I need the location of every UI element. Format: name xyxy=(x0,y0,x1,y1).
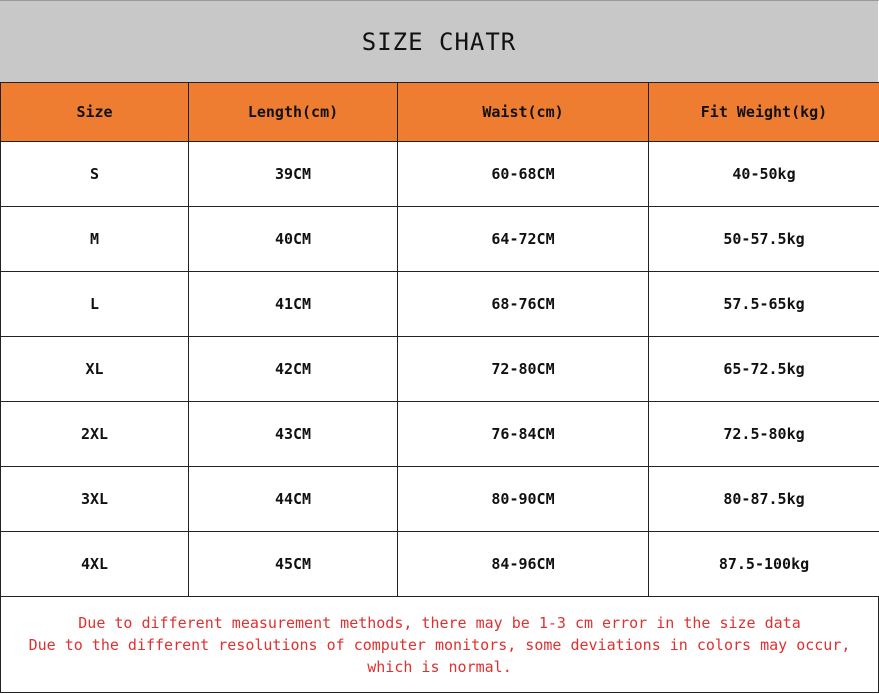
size-table xyxy=(0,82,879,597)
weight-cell: 50-57.5kg xyxy=(649,207,879,272)
waist-cell: 76-84CM xyxy=(398,402,649,467)
length-cell: 45CM xyxy=(189,532,398,597)
header-fit-weight: Fit Weight(kg) xyxy=(649,83,879,142)
header-length: Length(cm) xyxy=(189,83,398,142)
weight-cell: 40-50kg xyxy=(649,142,879,207)
table-row xyxy=(1,532,879,597)
size-cell: 2XL xyxy=(1,402,189,467)
table-row xyxy=(1,207,879,272)
disclaimer-line-3: which is normal. xyxy=(367,657,512,676)
length-cell: 44CM xyxy=(189,467,398,532)
size-cell: S xyxy=(1,142,189,207)
size-cell: XL xyxy=(1,337,189,402)
size-cell: L xyxy=(1,272,189,337)
weight-cell: 80-87.5kg xyxy=(649,467,879,532)
waist-cell: 64-72CM xyxy=(398,207,649,272)
waist-cell: 60-68CM xyxy=(398,142,649,207)
header-size: Size xyxy=(1,83,189,142)
header-waist: Waist(cm) xyxy=(398,83,649,142)
header-row xyxy=(1,83,879,142)
weight-cell: 57.5-65kg xyxy=(649,272,879,337)
size-cell: 4XL xyxy=(1,532,189,597)
table-row xyxy=(1,337,879,402)
disclaimer-note xyxy=(0,597,879,693)
length-cell: 42CM xyxy=(189,337,398,402)
disclaimer-line-2: Due to the different resolutions of computer monitors, some deviations in colors may occur, xyxy=(28,635,851,654)
table-row xyxy=(1,467,879,532)
table-row xyxy=(1,142,879,207)
waist-cell: 72-80CM xyxy=(398,337,649,402)
table-row xyxy=(1,402,879,467)
size-cell: 3XL xyxy=(1,467,189,532)
length-cell: 39CM xyxy=(189,142,398,207)
weight-cell: 65-72.5kg xyxy=(649,337,879,402)
table-row xyxy=(1,272,879,337)
waist-cell: 84-96CM xyxy=(398,532,649,597)
weight-cell: 72.5-80kg xyxy=(649,402,879,467)
length-cell: 43CM xyxy=(189,402,398,467)
length-cell: 41CM xyxy=(189,272,398,337)
length-cell: 40CM xyxy=(189,207,398,272)
size-cell: M xyxy=(1,207,189,272)
disclaimer-line-1: Due to different measurement methods, there may be 1-3 cm error in the size data xyxy=(78,613,801,632)
waist-cell: 68-76CM xyxy=(398,272,649,337)
weight-cell: 87.5-100kg xyxy=(649,532,879,597)
waist-cell: 80-90CM xyxy=(398,467,649,532)
chart-title: SIZE CHATR xyxy=(0,0,878,83)
